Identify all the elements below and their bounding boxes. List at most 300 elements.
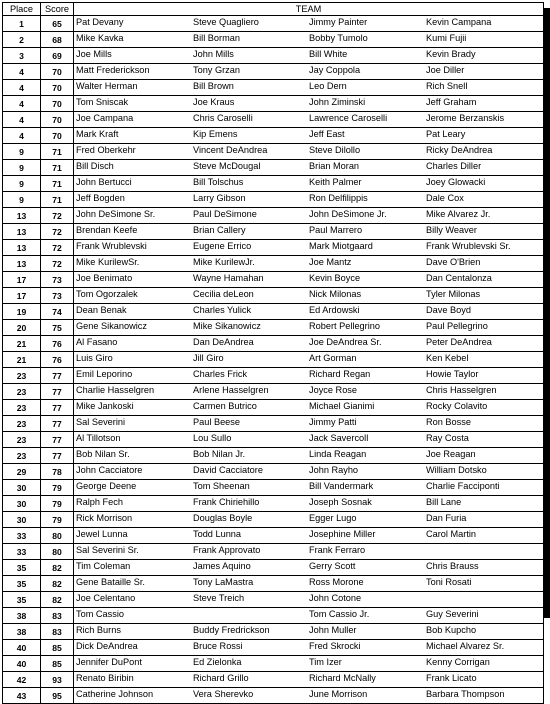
- team-member-name: Fred Skrocki: [309, 641, 361, 651]
- team-member-name: George Deene: [76, 481, 137, 491]
- team-cell: [74, 528, 544, 544]
- team-member-name: Dan Centalonza: [426, 273, 492, 283]
- table-row: [3, 544, 544, 560]
- team-cell: [74, 576, 544, 592]
- team-member-name: Dan Furia: [426, 513, 467, 523]
- team-member-name: Bill Disch: [76, 161, 114, 171]
- place-cell: 13: [3, 208, 41, 224]
- team-member-name: Kenny Corrigan: [426, 657, 490, 667]
- place-cell: 13: [3, 224, 41, 240]
- table-row: [3, 624, 544, 640]
- team-member-name: Steve Quagliero: [193, 17, 259, 27]
- table-row: [3, 496, 544, 512]
- place-cell: 21: [3, 352, 41, 368]
- team-member-name: Kumi Fujii: [426, 33, 467, 43]
- score-cell: 70: [41, 128, 74, 144]
- table-row: [3, 288, 544, 304]
- team-member-name: Tony LaMastra: [193, 577, 254, 587]
- team-member-name: Pat Leary: [426, 129, 466, 139]
- place-cell: 23: [3, 400, 41, 416]
- table-row: [3, 128, 544, 144]
- team-member-name: Frank Wrublevski: [76, 241, 147, 251]
- table-row: [3, 464, 544, 480]
- team-member-name: Mike Alvarez Jr.: [426, 209, 491, 219]
- table-row: [3, 384, 544, 400]
- team-member-name: John DeSimone Jr.: [309, 209, 387, 219]
- team-cell: [74, 16, 544, 32]
- place-cell: 40: [3, 656, 41, 672]
- team-member-name: Bill Vandermark: [309, 481, 374, 491]
- team-member-name: Jerome Berzanskis: [426, 113, 505, 123]
- table-row: [3, 304, 544, 320]
- team-member-name: Kevin Boyce: [309, 273, 361, 283]
- team-member-name: Joe Mills: [76, 49, 112, 59]
- place-cell: 9: [3, 192, 41, 208]
- table-row: [3, 656, 544, 672]
- score-cell: 71: [41, 176, 74, 192]
- place-cell: 17: [3, 288, 41, 304]
- team-member-name: Gerry Scott: [309, 561, 356, 571]
- place-cell: 43: [3, 688, 41, 704]
- team-member-name: Frank Chiriehillo: [193, 497, 260, 507]
- team-member-name: Charles Yulick: [193, 305, 252, 315]
- team-member-name: Frank Approvato: [193, 545, 261, 555]
- place-cell: 2: [3, 32, 41, 48]
- team-member-name: John Bertucci: [76, 177, 132, 187]
- score-cell: 79: [41, 480, 74, 496]
- team-member-name: Jimmy Painter: [309, 17, 368, 27]
- team-member-name: Lawrence Caroselli: [309, 113, 388, 123]
- score-cell: 72: [41, 256, 74, 272]
- team-member-name: Ron Bosse: [426, 417, 471, 427]
- results-body: [3, 16, 544, 704]
- team-member-name: Pat Devany: [76, 17, 124, 27]
- team-member-name: Vera Sherevko: [193, 689, 254, 699]
- score-cell: 76: [41, 352, 74, 368]
- team-member-name: Linda Reagan: [309, 449, 367, 459]
- team-cell: [74, 208, 544, 224]
- team-member-name: Renato Biribin: [76, 673, 134, 683]
- team-member-name: Emil Leporino: [76, 369, 133, 379]
- team-cell: [74, 544, 544, 560]
- score-cell: 77: [41, 384, 74, 400]
- place-cell: 40: [3, 640, 41, 656]
- team-member-name: John Rayho: [309, 465, 359, 475]
- team-member-name: Kevin Brady: [426, 49, 476, 59]
- team-member-name: Bill White: [309, 49, 348, 59]
- table-row: [3, 640, 544, 656]
- team-cell: [74, 224, 544, 240]
- team-member-name: Larry Gibson: [193, 193, 246, 203]
- team-member-name: Ricky DeAndrea: [426, 145, 493, 155]
- team-cell: [74, 96, 544, 112]
- team-cell: [74, 496, 544, 512]
- score-cell: 71: [41, 144, 74, 160]
- team-member-name: Bill Borman: [193, 33, 240, 43]
- team-member-name: William Dotsko: [426, 465, 487, 475]
- score-cell: 70: [41, 112, 74, 128]
- team-member-name: Jack Savercoll: [309, 433, 369, 443]
- team-cell: [74, 560, 544, 576]
- header-place: Place: [3, 3, 41, 16]
- table-row: [3, 608, 544, 624]
- team-member-name: Ross Morone: [309, 577, 364, 587]
- score-cell: 68: [41, 32, 74, 48]
- team-member-name: Tom Cassio Jr.: [309, 609, 370, 619]
- team-member-name: Jay Coppola: [309, 65, 361, 75]
- team-member-name: Joe Kraus: [193, 97, 235, 107]
- team-member-name: Robert Pellegrino: [309, 321, 380, 331]
- team-member-name: Arlene Hasselgren: [193, 385, 269, 395]
- team-member-name: Leo Dern: [309, 81, 347, 91]
- place-cell: 35: [3, 592, 41, 608]
- team-member-name: Mark Kraft: [76, 129, 119, 139]
- team-member-name: Dave Boyd: [426, 305, 471, 315]
- place-cell: 35: [3, 576, 41, 592]
- team-member-name: Charles Frick: [193, 369, 248, 379]
- score-cell: 78: [41, 464, 74, 480]
- table-row: [3, 688, 544, 704]
- table-row: [3, 320, 544, 336]
- team-member-name: Joe Reagan: [426, 449, 476, 459]
- team-member-name: Joyce Rose: [309, 385, 358, 395]
- team-member-name: Jeff Bogden: [76, 193, 125, 203]
- team-member-name: Peter DeAndrea: [426, 337, 492, 347]
- team-member-name: Gene Sikanowicz: [76, 321, 147, 331]
- team-member-name: Tom Cassio: [76, 609, 124, 619]
- table-row: [3, 144, 544, 160]
- score-cell: 80: [41, 528, 74, 544]
- team-member-name: Wayne Hamahan: [193, 273, 264, 283]
- score-cell: 73: [41, 288, 74, 304]
- team-member-name: Bill Tolschus: [193, 177, 244, 187]
- team-member-name: Richard McNally: [309, 673, 376, 683]
- score-cell: 77: [41, 368, 74, 384]
- team-member-name: Bruce Rossi: [193, 641, 243, 651]
- team-member-name: Nick Milonas: [309, 289, 362, 299]
- table-row: [3, 272, 544, 288]
- team-member-name: Todd Lunna: [193, 529, 242, 539]
- team-member-name: John Cacciatore: [76, 465, 143, 475]
- team-member-name: Carol Martin: [426, 529, 477, 539]
- table-row: [3, 16, 544, 32]
- place-cell: 23: [3, 368, 41, 384]
- score-cell: 82: [41, 576, 74, 592]
- team-member-name: Bob Kupcho: [426, 625, 477, 635]
- team-cell: [74, 368, 544, 384]
- team-member-name: Richard Grillo: [193, 673, 249, 683]
- team-member-name: Rick Morrison: [76, 513, 133, 523]
- team-member-name: Steve McDougal: [193, 161, 261, 171]
- team-cell: [74, 32, 544, 48]
- team-member-name: John Muller: [309, 625, 357, 635]
- team-member-name: Carmen Butrico: [193, 401, 257, 411]
- team-member-name: Joey Glowacki: [426, 177, 486, 187]
- score-cell: 77: [41, 416, 74, 432]
- score-cell: 73: [41, 272, 74, 288]
- team-member-name: June Morrison: [309, 689, 368, 699]
- team-member-name: Chris Brauss: [426, 561, 479, 571]
- table-row: [3, 352, 544, 368]
- table-row: [3, 336, 544, 352]
- team-member-name: Tom Ogorzalek: [76, 289, 138, 299]
- team-member-name: Billy Weaver: [426, 225, 477, 235]
- team-member-name: Fred Oberkehr: [76, 145, 136, 155]
- team-cell: [74, 336, 544, 352]
- team-member-name: Egger Lugo: [309, 513, 357, 523]
- score-cell: 69: [41, 48, 74, 64]
- team-member-name: Al Fasano: [76, 337, 118, 347]
- header-score: Score: [41, 3, 74, 16]
- team-cell: [74, 480, 544, 496]
- team-member-name: Paul Pellegrino: [426, 321, 488, 331]
- team-member-name: Paul Beese: [193, 417, 240, 427]
- team-member-name: Brian Moran: [309, 161, 360, 171]
- team-cell: [74, 656, 544, 672]
- table-row: [3, 64, 544, 80]
- team-cell: [74, 112, 544, 128]
- score-cell: 77: [41, 432, 74, 448]
- table-row: [3, 576, 544, 592]
- place-cell: 4: [3, 80, 41, 96]
- team-member-name: James Aquino: [193, 561, 251, 571]
- team-member-name: Ray Costa: [426, 433, 469, 443]
- team-member-name: Jill Giro: [193, 353, 224, 363]
- team-member-name: Barbara Thompson: [426, 689, 505, 699]
- team-member-name: Dick DeAndrea: [76, 641, 138, 651]
- team-member-name: Jimmy Patti: [309, 417, 357, 427]
- team-member-name: Matt Frederickson: [76, 65, 150, 75]
- score-cell: 82: [41, 560, 74, 576]
- team-member-name: Toni Rosati: [426, 577, 472, 587]
- team-cell: [74, 608, 544, 624]
- team-member-name: John Mills: [193, 49, 234, 59]
- team-member-name: Mike Kavka: [76, 33, 124, 43]
- team-member-name: Walter Herman: [76, 81, 138, 91]
- team-member-name: Mark Miotgaard: [309, 241, 373, 251]
- team-member-name: Sal Severini Sr.: [76, 545, 139, 555]
- place-cell: 9: [3, 160, 41, 176]
- team-member-name: David Cacciatore: [193, 465, 263, 475]
- team-member-name: Tony Grzan: [193, 65, 240, 75]
- team-member-name: Chris Caroselli: [193, 113, 253, 123]
- team-cell: [74, 256, 544, 272]
- team-member-name: Art Gorman: [309, 353, 357, 363]
- team-member-name: Guy Severini: [426, 609, 479, 619]
- team-cell: [74, 320, 544, 336]
- team-member-name: Tom Sniscak: [76, 97, 129, 107]
- table-row: [3, 96, 544, 112]
- team-member-name: Dave O'Brien: [426, 257, 481, 267]
- score-cell: 72: [41, 240, 74, 256]
- team-cell: [74, 416, 544, 432]
- team-member-name: Jeff Graham: [426, 97, 477, 107]
- team-member-name: Jewel Lunna: [76, 529, 128, 539]
- results-table: [2, 2, 544, 704]
- team-cell: [74, 176, 544, 192]
- score-cell: 72: [41, 208, 74, 224]
- score-cell: 77: [41, 448, 74, 464]
- team-cell: [74, 640, 544, 656]
- score-cell: 82: [41, 592, 74, 608]
- results-table-frame: [2, 2, 544, 701]
- team-member-name: Josephine Miller: [309, 529, 376, 539]
- score-cell: 93: [41, 672, 74, 688]
- place-cell: 9: [3, 144, 41, 160]
- team-member-name: Tom Sheenan: [193, 481, 250, 491]
- table-row: [3, 400, 544, 416]
- place-cell: 3: [3, 48, 41, 64]
- team-member-name: Richard Regan: [309, 369, 371, 379]
- team-member-name: Steve Treich: [193, 593, 245, 603]
- team-cell: [74, 352, 544, 368]
- table-row: [3, 592, 544, 608]
- team-cell: [74, 80, 544, 96]
- team-member-name: Mike KurilewSr.: [76, 257, 140, 267]
- team-cell: [74, 688, 544, 704]
- place-cell: 29: [3, 464, 41, 480]
- score-cell: 72: [41, 224, 74, 240]
- score-cell: 85: [41, 656, 74, 672]
- team-member-name: Gene Bataille Sr.: [76, 577, 145, 587]
- team-cell: [74, 304, 544, 320]
- team-member-name: Rich Burns: [76, 625, 121, 635]
- team-member-name: Joe Campana: [76, 113, 134, 123]
- score-cell: 65: [41, 16, 74, 32]
- place-cell: 4: [3, 64, 41, 80]
- score-cell: 95: [41, 688, 74, 704]
- score-cell: 70: [41, 64, 74, 80]
- team-member-name: Jeff East: [309, 129, 345, 139]
- place-cell: 38: [3, 624, 41, 640]
- team-cell: [74, 432, 544, 448]
- team-member-name: Howie Taylor: [426, 369, 479, 379]
- team-member-name: Tyler Milonas: [426, 289, 481, 299]
- score-cell: 83: [41, 608, 74, 624]
- team-member-name: Kevin Campana: [426, 17, 492, 27]
- team-member-name: Luis Giro: [76, 353, 113, 363]
- team-member-name: Charlie Hasselgren: [76, 385, 155, 395]
- team-member-name: Ralph Fech: [76, 497, 123, 507]
- table-row: [3, 160, 544, 176]
- team-cell: [74, 272, 544, 288]
- table-row: [3, 32, 544, 48]
- team-member-name: John DeSimone Sr.: [76, 209, 156, 219]
- place-cell: 33: [3, 544, 41, 560]
- team-member-name: Ken Kebel: [426, 353, 469, 363]
- place-cell: 13: [3, 256, 41, 272]
- team-member-name: Rich Snell: [426, 81, 468, 91]
- place-cell: 21: [3, 336, 41, 352]
- team-member-name: Paul Marrero: [309, 225, 363, 235]
- table-row: [3, 560, 544, 576]
- team-cell: [74, 384, 544, 400]
- place-cell: 4: [3, 128, 41, 144]
- place-cell: 30: [3, 496, 41, 512]
- place-cell: 38: [3, 608, 41, 624]
- team-member-name: John Cotone: [309, 593, 362, 603]
- score-cell: 79: [41, 496, 74, 512]
- team-member-name: Bobby Tumolo: [309, 33, 368, 43]
- team-member-name: Joe Celentano: [76, 593, 136, 603]
- place-cell: 19: [3, 304, 41, 320]
- team-cell: [74, 624, 544, 640]
- team-cell: [74, 672, 544, 688]
- team-member-name: Dale Cox: [426, 193, 464, 203]
- score-cell: 80: [41, 544, 74, 560]
- team-member-name: Bill Lane: [426, 497, 462, 507]
- team-member-name: Bill Brown: [193, 81, 234, 91]
- table-row: [3, 256, 544, 272]
- team-member-name: Frank Wrublevski Sr.: [426, 241, 511, 251]
- table-row: [3, 112, 544, 128]
- team-member-name: Jennifer DuPont: [76, 657, 142, 667]
- place-cell: 13: [3, 240, 41, 256]
- team-member-name: Vincent DeAndrea: [193, 145, 268, 155]
- score-cell: 74: [41, 304, 74, 320]
- team-member-name: Bob Nilan Jr.: [193, 449, 246, 459]
- score-cell: 85: [41, 640, 74, 656]
- team-member-name: Tim Izer: [309, 657, 342, 667]
- team-member-name: Frank Ferraro: [309, 545, 366, 555]
- team-cell: [74, 400, 544, 416]
- score-cell: 70: [41, 80, 74, 96]
- table-row: [3, 224, 544, 240]
- team-member-name: Joe DeAndrea Sr.: [309, 337, 382, 347]
- team-member-name: Steve Dilollo: [309, 145, 361, 155]
- team-member-name: John Ziminski: [309, 97, 366, 107]
- team-member-name: Rocky Colavito: [426, 401, 488, 411]
- team-member-name: Ed Zielonka: [193, 657, 242, 667]
- team-member-name: Joe Diller: [426, 65, 465, 75]
- table-row: [3, 416, 544, 432]
- team-member-name: Paul DeSimone: [193, 209, 257, 219]
- team-cell: [74, 592, 544, 608]
- team-member-name: Sal Severini: [76, 417, 126, 427]
- place-cell: 23: [3, 416, 41, 432]
- table-row: [3, 48, 544, 64]
- team-cell: [74, 240, 544, 256]
- team-member-name: Buddy Fredrickson: [193, 625, 270, 635]
- table-row: [3, 368, 544, 384]
- table-row: [3, 176, 544, 192]
- team-member-name: Cecilia deLeon: [193, 289, 254, 299]
- score-cell: 75: [41, 320, 74, 336]
- place-cell: 23: [3, 448, 41, 464]
- place-cell: 23: [3, 384, 41, 400]
- place-cell: 4: [3, 112, 41, 128]
- header-row: [3, 3, 544, 16]
- score-cell: 83: [41, 624, 74, 640]
- team-member-name: Tim Coleman: [76, 561, 131, 571]
- score-cell: 71: [41, 192, 74, 208]
- team-member-name: Joe Mantz: [309, 257, 352, 267]
- table-row: [3, 192, 544, 208]
- place-cell: 30: [3, 480, 41, 496]
- team-member-name: Bob Nilan Sr.: [76, 449, 130, 459]
- team-cell: [74, 64, 544, 80]
- team-member-name: Mike Jankoski: [76, 401, 134, 411]
- team-member-name: Michael Alvarez Sr.: [426, 641, 505, 651]
- team-cell: [74, 448, 544, 464]
- score-cell: 77: [41, 400, 74, 416]
- place-cell: 35: [3, 560, 41, 576]
- table-row: [3, 512, 544, 528]
- team-member-name: Lou Sullo: [193, 433, 232, 443]
- table-row: [3, 672, 544, 688]
- team-cell: [74, 464, 544, 480]
- table-row: [3, 208, 544, 224]
